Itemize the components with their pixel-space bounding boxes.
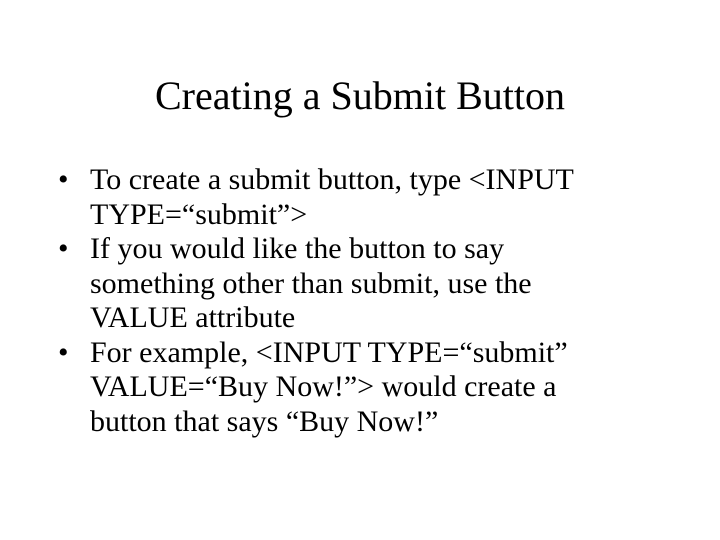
bullet-marker: •	[58, 163, 69, 196]
slide-title: Creating a Submit Button	[155, 73, 565, 118]
bullet-marker: •	[58, 335, 69, 369]
bullet-marker: •	[58, 232, 69, 265]
bullet-text: If you would like the button to say something other than submit, use the VALUE attribute	[90, 232, 532, 334]
bullet-item	[58, 336, 698, 440]
bullet-item	[58, 232, 698, 336]
bullet-item	[58, 163, 698, 232]
bullet-text: To create a submit button, type <INPUT TYPE=“submit”>	[90, 163, 574, 231]
bullet-list	[58, 163, 698, 439]
bullet-text: For example, <INPUT TYPE=“submit” VALUE=“Buy Now!”> would create a button that says “Buy Now!”	[90, 335, 568, 438]
